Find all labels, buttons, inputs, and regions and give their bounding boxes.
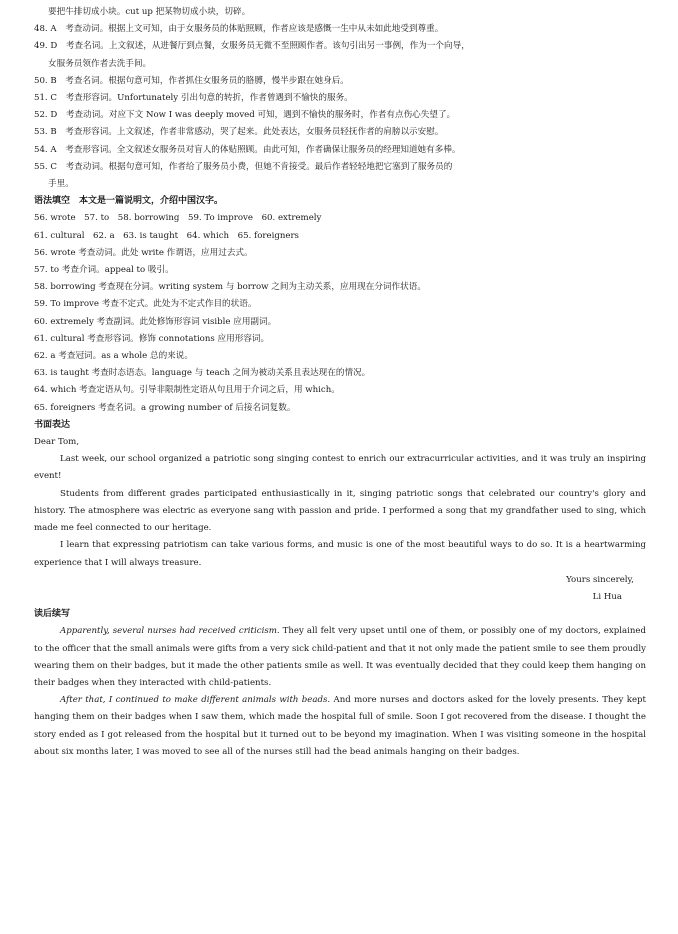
letter-salutation: Dear Tom, — [34, 437, 80, 448]
explanation-line: 57. to 考查介词。appeal to 吸引。 — [34, 265, 174, 276]
story-body: They all felt very upset until one of them, or possibly one of my doctors, explained to the officer that the small animals were gifts from a very sick child-patient and that it not only made the patient smile to see them proudly wearing them on their badges, but it made the other patients smile as well. It was eventually decided that they could keep them hanging on their badges when they interacted with child-patients. — [34, 626, 646, 688]
explanation-line: 65. foreigners 考查名词。a growing number of 后接名词复数。 — [34, 402, 296, 413]
continuation-section — [34, 606, 646, 761]
explanation-line: 58. borrowing 考查现在分词。writing system 与 borrow 之间为主动关系，应用现在分词作状语。 — [34, 282, 426, 293]
letter-paragraph: Last week, our school organized a patriotic song singing contest to enrich our extracurricular activities, and it was truly an inspiring event! — [34, 454, 646, 482]
letter-closing: Yours sincerely, — [566, 574, 634, 585]
writing-section — [34, 417, 646, 606]
answer-row: 61. cultural 62. a 63. is taught 64. which 65. foreigners — [34, 230, 299, 241]
answer-key-page — [34, 4, 646, 761]
explanation-line: 60. extremely 考查副词。此处修饰形容词 visible 应用副词。 — [34, 316, 277, 327]
answer-row: 56. wrote 57. to 58. borrowing 59. To improve 60. extremely — [34, 213, 322, 224]
letter-paragraph: I learn that expressing patriotism can take various forms, and music is one of the most beautiful ways to do so. It is a heartwarming experience that I will always treasure. — [34, 540, 646, 568]
answers-top — [34, 4, 646, 193]
letter-paragraph: Students from different grades participated enthusiastically in it, singing patriotic songs that celebrated our country's glory and history. The atmosphere was electric as everyone sang with passion and pride. I performed a song that my grandfather used to sing, which made me feel connected to our heritage. — [34, 488, 646, 534]
explanation-line: 61. cultural 考查形容词。修饰 connotations 应用形容词。 — [34, 333, 270, 344]
answer-line: 49. D 考查名词。上文叙述，从进餐厅到点餐，女服务员无微不至照顾作者。该句引出另一事例，作为一个向导， — [34, 41, 470, 52]
letter-signature: Li Hua — [592, 591, 622, 602]
answer-line: 50. B 考查名词。根据句意可知，作者抓住女服务员的胳膊，慢半步跟在她身后。 — [34, 75, 349, 86]
answer-line: 手里。 — [48, 179, 74, 190]
story-paragraph — [34, 692, 646, 761]
answer-line: 53. B 考查形容词。上文叙述，作者非常感动，哭了起来。此处表达，女服务员轻抚作者的肩膀以示安慰。 — [34, 127, 444, 138]
section-heading: 语法填空 本文是一篇说明文，介绍中国汉字。 — [34, 196, 224, 207]
story-lead-sentence: After that, I continued to make different animals with beads. — [60, 695, 331, 706]
explanation-line: 64. which 考查定语从句。引导非限制性定语从句且用于介词之后，用 which。 — [34, 385, 340, 396]
answer-line: 女服务员领作者去洗手间。 — [48, 58, 152, 69]
story-body: And more nurses and doctors asked for the lovely presents. They kept hanging them on their badges when I saw them, which made the hospital full of smile. Soon I got recovered from the disease. I thought the story ended as I got released from the hospital but it turned out to be beyond my imagination. When I was visiting someone in the hospital about six months later, I was moved to see all of the nurses still had the bead animals hanging on their badges. — [34, 695, 647, 757]
section-heading: 读后续写 — [34, 609, 71, 620]
answer-line: 48. A 考查动词。根据上文可知，由于女服务员的体贴照顾，作者应该是感慨一生中从未如此地受到尊重。 — [34, 24, 444, 35]
grammar-section — [34, 193, 646, 417]
answer-line: 52. D 考查动词。对应下文 Now I was deeply moved 可知，遇到不愉快的服务时，作者有点伤心失望了。 — [34, 110, 456, 121]
section-heading: 书面表达 — [34, 419, 71, 430]
answer-line: 要把牛排切成小块。cut up 把某物切成小块，切碎。 — [48, 7, 251, 17]
answer-line: 51. C 考查形容词。Unfortunately 引出句意的转折，作者曾遇到不愉快的服务。 — [34, 93, 353, 104]
explanation-line: 62. a 考查冠词。as a whole 总的来说。 — [34, 351, 193, 362]
answer-line: 55. C 考查动词。根据句意可知，作者给了服务员小费，但她不肯接受。最后作者轻轻地把它塞到了服务员的 — [34, 161, 453, 172]
story-paragraph — [34, 623, 646, 692]
explanation-line: 59. To improve 考查不定式。此处为不定式作目的状语。 — [34, 299, 257, 310]
explanation-line: 56. wrote 考查动词。此处 write 作谓语，应用过去式。 — [34, 247, 253, 258]
answer-line: 54. A 考查形容词。全文叙述女服务员对盲人的体贴照顾。由此可知，作者确保让服务员的经理知道她有多棒。 — [34, 144, 461, 155]
story-lead-sentence: Apparently, several nurses had received criticism. — [60, 626, 280, 637]
explanation-line: 63. is taught 考查时态语态。language 与 teach 之间为被动关系且表达现在的情况。 — [34, 368, 371, 379]
